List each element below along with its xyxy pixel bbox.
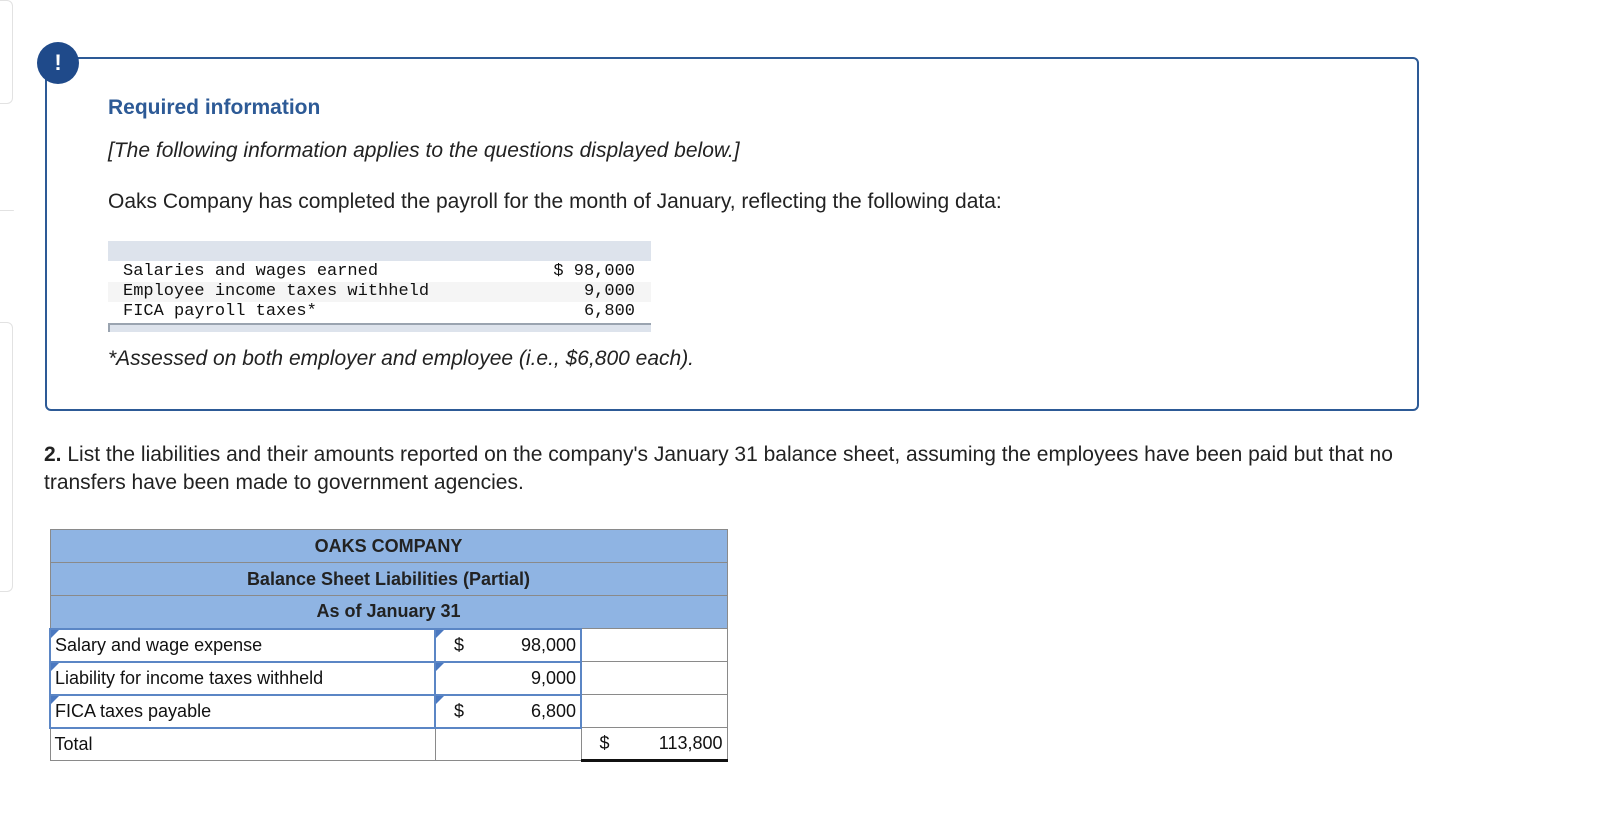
liability-amount-input-3[interactable]: $ 6,800 <box>435 695 581 728</box>
table-row <box>50 695 727 728</box>
table-row: Salaries and wages earned $ 98,000 <box>123 262 635 281</box>
total-row <box>50 728 727 761</box>
liability-amount-input-1[interactable]: $ 98,000 <box>435 629 581 662</box>
required-information-box <box>45 57 1419 411</box>
required-information-note: [The following information applies to the questions displayed below.] <box>108 139 740 162</box>
required-information-footnote: *Assessed on both employer and employee (i.e., $6,800 each). <box>108 347 695 370</box>
table-row <box>50 662 727 695</box>
required-information-intro: Oaks Company has completed the payroll for the month of January, reflecting the following data: <box>108 190 1002 213</box>
table-row: FICA payroll taxes* 6,800 <box>123 302 635 321</box>
statement-date: As of January 31 <box>50 596 727 629</box>
left-panel-edge <box>0 322 13 592</box>
company-name: OAKS COMPANY <box>50 530 727 563</box>
table-row: Employee income taxes withheld 9,000 <box>108 282 651 302</box>
question-number: 2. <box>44 443 62 466</box>
alert-icon: ! <box>37 42 79 84</box>
required-information-title: Required information <box>108 96 321 119</box>
total-amount: $ 113,800 <box>581 728 727 761</box>
total-label: Total <box>50 728 435 761</box>
liability-select-3[interactable]: FICA taxes payable <box>50 695 435 728</box>
question-body: List the liabilities and their amounts reported on the company's January 31 balance sheet, assuming the employees have been paid but that no transfers have been made to government agencies. <box>44 443 1393 494</box>
table-row <box>50 629 727 662</box>
liability-amount-input-2[interactable]: 9,000 <box>435 662 581 695</box>
question-text <box>44 441 1424 497</box>
balance-sheet-table <box>49 529 728 762</box>
left-panel-edge <box>0 0 13 104</box>
payroll-data-table <box>108 241 651 332</box>
statement-title: Balance Sheet Liabilities (Partial) <box>50 563 727 596</box>
liability-select-2[interactable]: Liability for income taxes withheld <box>50 662 435 695</box>
liability-select-1[interactable]: Salary and wage expense <box>50 629 435 662</box>
left-panel-divider <box>0 210 14 211</box>
